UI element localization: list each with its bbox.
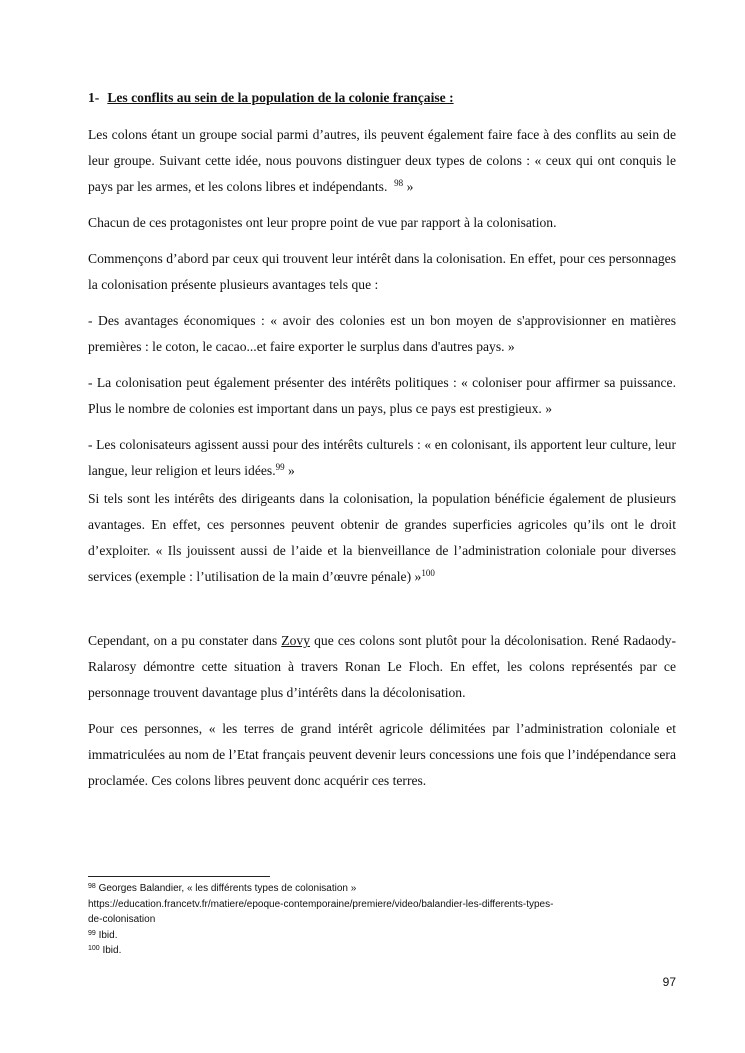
paragraph-population-text: Si tels sont les intérêts des dirigeants dans la colonisation, la population bénéficie également de plusieurs avantages. En effet, ces personnes peuvent obtenir de grandes superficies agricoles qu’ils ont le droit d’exploiter. « Ils jouissent aussi de l’aide et la bienveillance de l’administration coloniale pour diverses services (exemple : l’utilisation de la main d’œuvre pénale) » [88,491,676,584]
paragraph-decolonisation-end: que ces colons sont plutôt pour la décolonisation. René Radaody-Ralarosy démontre cette situation à travers Ronan Le Floch. En effet, les colons représentés par ce personnage trouvent davantage plus d’intérêts dans la décolonisation. [88,633,676,700]
paragraph-decolonisation [88,628,676,706]
paragraph-lands: Pour ces personnes, « les terres de grand intérêt agricole délimitées par l’administration coloniale et immatriculées au nom de l’Etat français peuvent devenir leurs concessions une fois que l’indépendance sera proclamée. Ces colons libres peuvent donc acquérir ces terres. [88,721,676,788]
footnote-99 [88,928,676,944]
footnote-100 [88,943,676,959]
page-body [88,88,676,804]
paragraph-cultural-text: - Les colonisateurs agissent aussi pour des intérêts culturels : « en colonisant, ils apportent leur culture, leur langue, leur religion et leurs idées. [88,437,676,478]
paragraph-economic: - Des avantages économiques : « avoir des colonies est un bon moyen de s'approvisionner en matières premières : le coton, le cacao...et faire exporter le surplus dans d'autres pays. » [88,313,676,354]
closing-quote: » [288,463,295,478]
paragraph-advantages-intro: Commençons d’abord par ceux qui trouvent leur intérêt dans la colonisation. En effet, pour ces personnages la colonisation présente plusieurs avantages tels que : [88,251,676,292]
footnote-98-url[interactable]: https://education.francetv.fr/matiere/epoque-contemporaine/premiere/video/balandier-les-differents-types- [88,898,554,910]
paragraph-intro [88,122,676,200]
page-number: 97 [662,975,676,989]
paragraph-decolonisation-start: Cependant, on a pu constater dans [88,633,278,648]
paragraph-political: - La colonisation peut également présenter des intérêts politiques : « coloniser pour affirmer sa puissance. Plus le nombre de colonies est important dans un pays, plus ce pays est prestigieux. » [88,375,676,416]
footnote-number: 98 [88,883,96,890]
footnote-98-url-continued[interactable]: de-colonisation [88,914,156,925]
section-number: 1- [88,90,100,105]
paragraph-cultural [88,432,676,484]
footnote-ref-100: 100 [421,568,435,578]
footnote-text: Ibid. [102,945,122,956]
footnote-separator [88,876,270,877]
footnote-number: 100 [88,945,100,952]
paragraph-viewpoints: Chacun de ces protagonistes ont leur propre point de vue par rapport à la colonisation. [88,215,557,230]
footnote-number: 99 [88,929,96,937]
footnote-ref-98: 98 [394,178,404,188]
footnote-98 [88,881,676,897]
paragraph-population [88,486,676,590]
footnote-ref-99: 99 [275,462,285,472]
book-title-zovy: Zovy [281,633,310,648]
footnote-text: Georges Balandier, « les différents types de colonisation » [98,883,357,894]
paragraph-intro-text: Les colons étant un groupe social parmi d’autres, ils peuvent également faire face à des conflits au sein de leur groupe. Suivant cette idée, nous pouvons distinguer deux types de colons : « ceux qui ont conquis le pays par les armes, et les colons libres et indépendants. [88,127,676,194]
footnote-text: Ibid. [98,929,118,941]
section-title: Les conflits au sein de la population de la colonie française : [107,90,454,105]
closing-quote: » [406,179,414,194]
footnotes [88,881,676,959]
section-heading [88,88,676,108]
